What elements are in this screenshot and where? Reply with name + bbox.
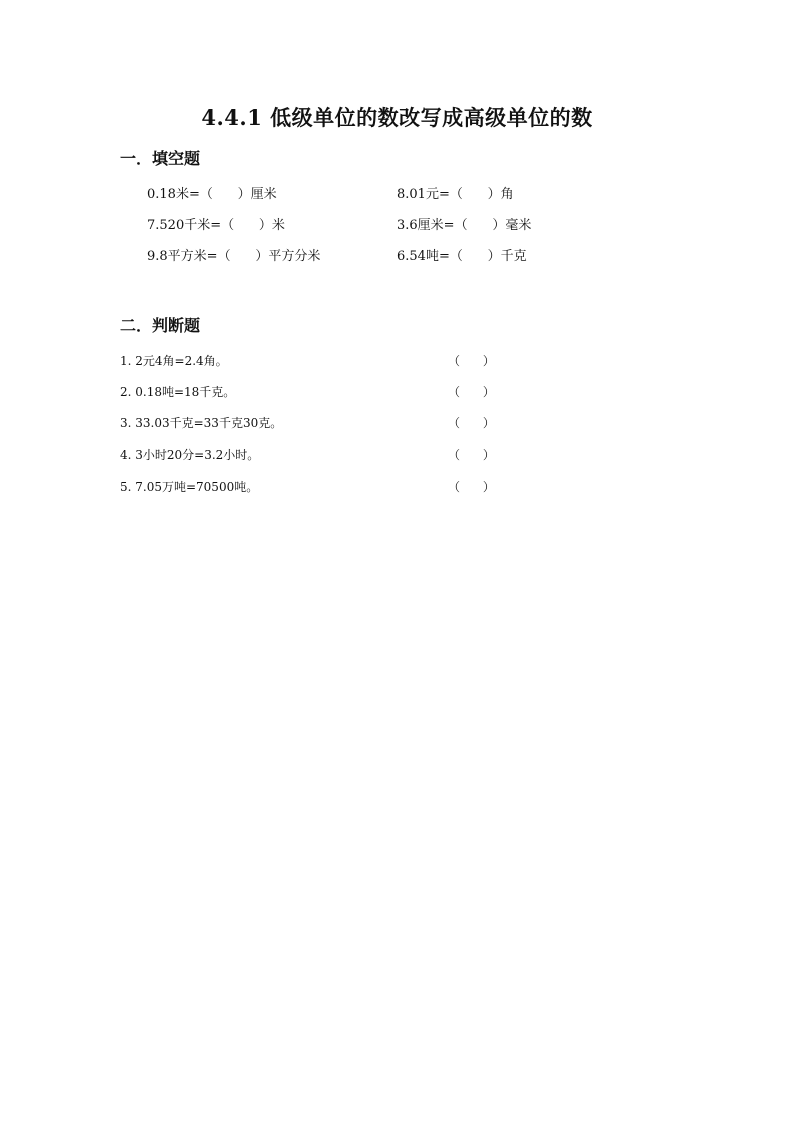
section-heading-true-false: 二．判断题 <box>120 316 201 335</box>
judge-answer-blank-3: （ ） <box>448 416 495 430</box>
judge-question-5: 5. 7.05万吨=70500吨。 <box>120 480 259 494</box>
judge-answer-blank-1: （ ） <box>448 354 495 368</box>
judge-answer-blank-2: （ ） <box>448 385 495 399</box>
fill-question-5: 9.8平方米=（ ）平方分米 <box>147 249 321 264</box>
fill-question-3: 7.520千米=（ ）米 <box>147 218 285 233</box>
fill-question-4: 3.6厘米=（ ）毫米 <box>397 218 532 233</box>
fill-question-2: 8.01元=（ ）角 <box>397 187 514 202</box>
judge-answer-blank-4: （ ） <box>448 448 495 462</box>
judge-question-2: 2. 0.18吨=18千克。 <box>120 385 236 399</box>
judge-question-1: 1. 2元4角=2.4角。 <box>120 354 228 368</box>
judge-question-4: 4. 3小时20分=3.2小时。 <box>120 448 260 462</box>
judge-question-3: 3. 33.03千克=33千克30克。 <box>120 416 283 430</box>
judge-answer-blank-5: （ ） <box>448 480 495 494</box>
page-title: 4.4.1 低级单位的数改写成高级单位的数 <box>201 105 593 130</box>
section-heading-fill-in: 一．填空题 <box>120 149 201 168</box>
fill-question-6: 6.54吨=（ ）千克 <box>397 249 527 264</box>
fill-question-1: 0.18米=（ ）厘米 <box>147 187 277 202</box>
